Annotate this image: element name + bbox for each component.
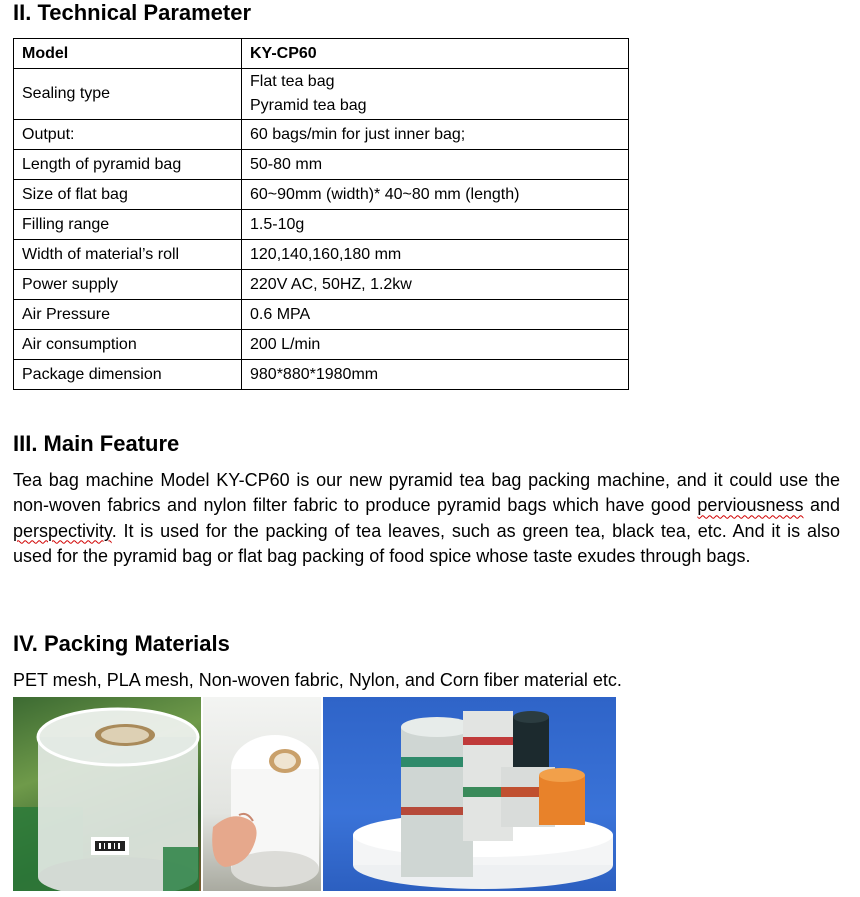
table-cell-label: Model [14,39,242,69]
sealing-option-flat: Flat tea bag [250,73,335,90]
table-cell-value: 220V AC, 50HZ, 1.2kw [242,270,629,300]
sealing-option-pyramid: Pyramid tea bag [250,97,367,114]
table-cell-label: Air Pressure [14,300,242,330]
technical-parameter-table [13,38,629,390]
feature-text: . It is used for the packing of tea leaves, such as green tea, black tea, etc. And it is also used for the pyramid bag or flat bag packing of food spice whose taste exudes through bags. [13,520,840,566]
table-cell-label: Width of material’s roll [14,240,242,270]
table-cell-label: Size of flat bag [14,180,242,210]
table-cell-value: 0.6 MPA [242,300,629,330]
packing-materials-text: PET mesh, PLA mesh, Non-woven fabric, Nylon, and Corn fiber material etc. [13,670,622,690]
table-cell-value: 60 bags/min for just inner bag; [242,120,629,150]
table-cell-label: Power supply [14,270,242,300]
table-row [14,330,629,360]
table-cell-value: 120,140,160,180 mm [242,240,629,270]
spellcheck-word: perviousness [697,495,804,516]
table-cell-label: Output: [14,120,242,150]
table-row [14,150,629,180]
main-feature-paragraph [13,468,840,569]
table-row [14,300,629,330]
table-cell-value: 60~90mm (width)* 40~80 mm (length) [242,180,629,210]
table-row [14,120,629,150]
table-cell-label: Filling range [14,210,242,240]
table-cell-value: 980*880*1980mm [242,360,629,390]
table-cell-value: KY-CP60 [242,39,629,69]
table-row [14,69,629,120]
white-roll-illustration [203,697,321,891]
photo-hand-holding-roll [203,697,321,891]
spellcheck-word: perspectivity [13,520,112,541]
table-row [14,360,629,390]
table-row [14,210,629,240]
table-row [14,270,629,300]
table-cell-value: 50-80 mm [242,150,629,180]
section-title-main-feature: III. Main Feature [13,431,180,456]
table-row [14,39,629,69]
film-rolls-illustration [323,697,616,891]
section-title-packing-materials: IV. Packing Materials [13,631,230,656]
feature-text: Tea bag machine Model KY-CP60 is our new pyramid tea bag packing machine, and it could use the non-woven fabrics and nylon filter fabric to produce pyramid bags which have good [13,470,840,516]
feature-text: and [803,495,840,516]
table-cell-value: 200 L/min [242,330,629,360]
table-row [14,240,629,270]
table-cell-label: Package dimension [14,360,242,390]
table-cell-value: 1.5-10g [242,210,629,240]
section-title-technical: II. Technical Parameter [13,0,252,25]
table-cell-label: Sealing type [14,69,242,120]
table-cell-label: Length of pyramid bag [14,150,242,180]
table-row [14,180,629,210]
photo-printed-film-rolls [323,697,616,891]
photo-mesh-roll-with-packaging [13,697,201,891]
table-cell-label: Air consumption [14,330,242,360]
mesh-roll-illustration [13,697,201,891]
table-cell-value [242,69,629,120]
